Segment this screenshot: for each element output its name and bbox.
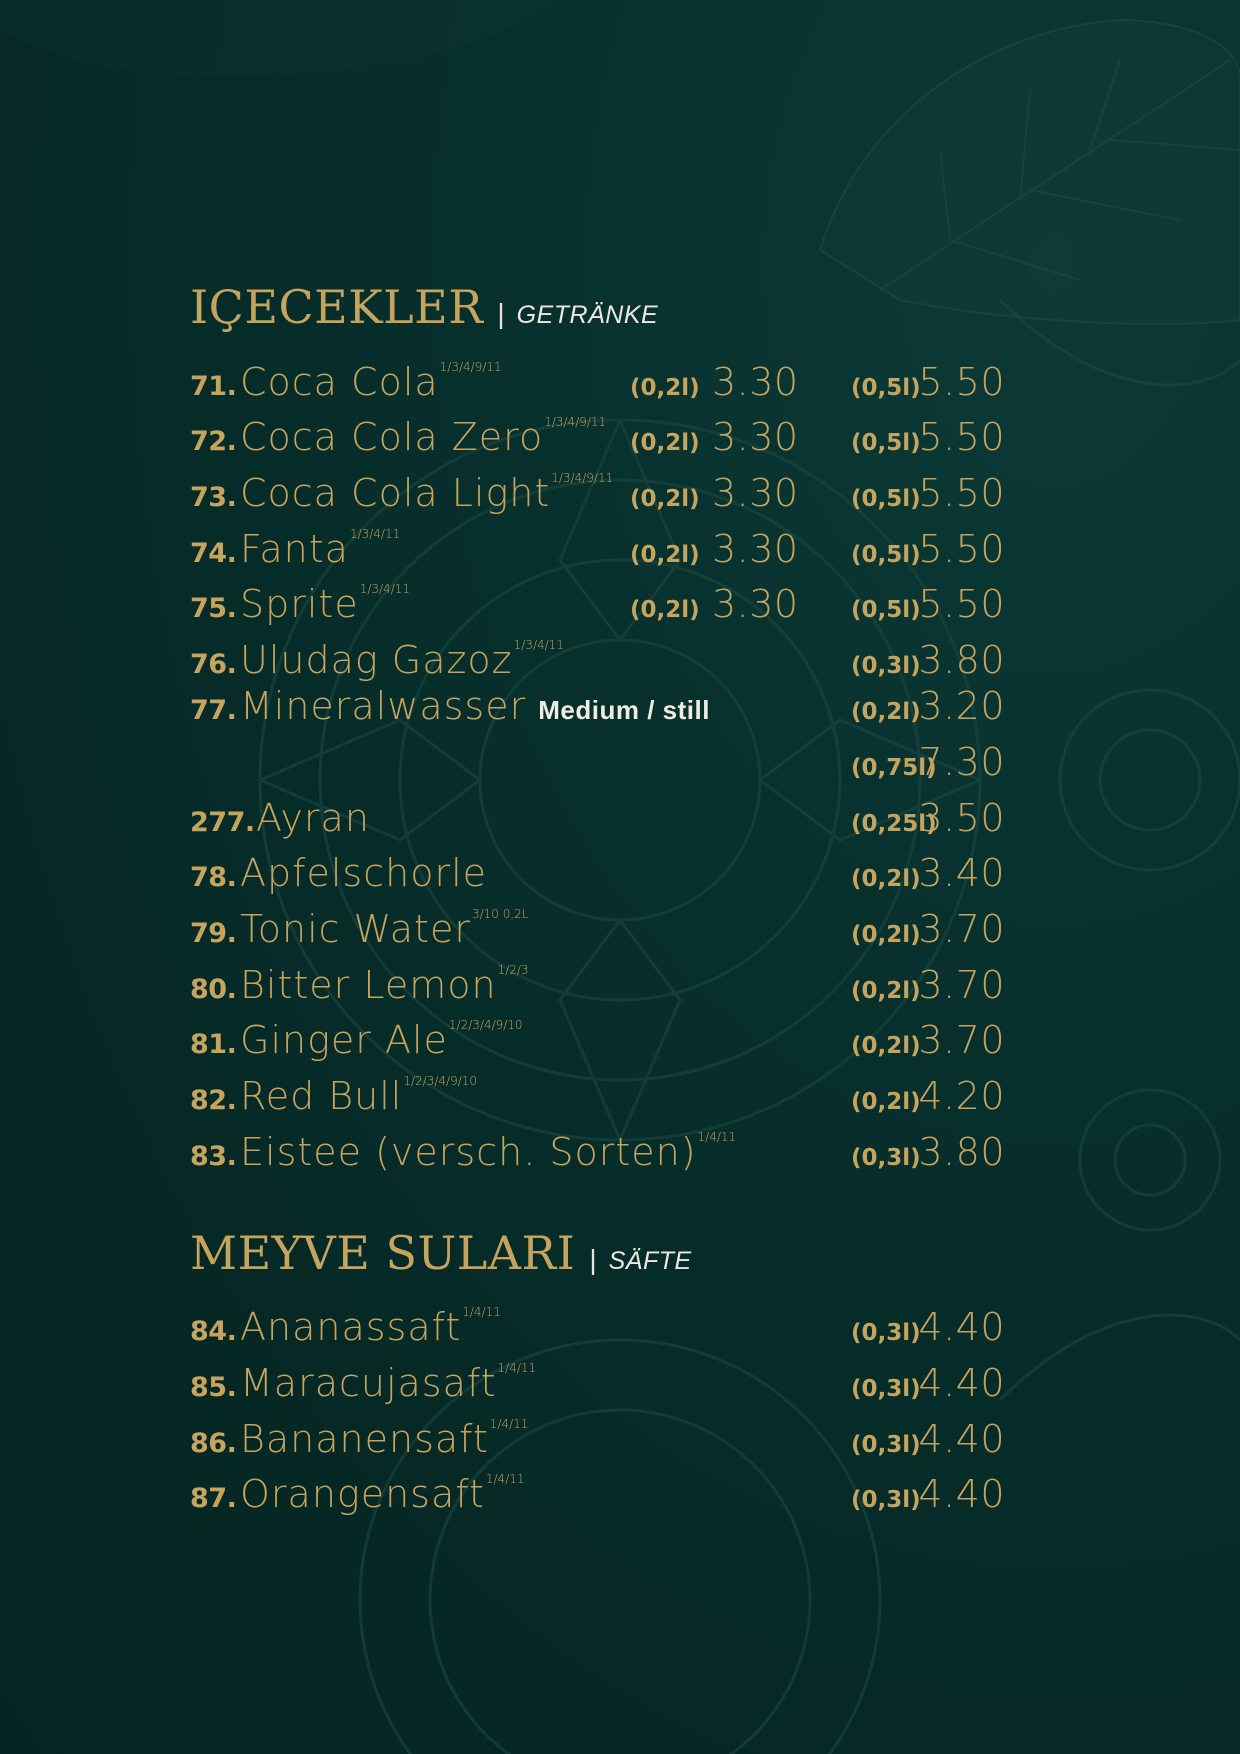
item-number: 80.	[190, 973, 237, 1005]
menu-item-row	[190, 1417, 1020, 1473]
item-name: Bitter Lemon$^{1/2/3}$	[240, 962, 529, 1007]
allergen-codes: 1/3/4/9/11	[551, 471, 614, 486]
allergen-codes: 1/3/4/9/11	[544, 415, 607, 430]
item-name: Tonic Water$^{3/10 0,2L}$	[240, 906, 529, 951]
item-name: Red Bull$^{1/2/3/4/9/10}$	[240, 1073, 478, 1118]
item-size-small: (0,2l)	[630, 374, 700, 401]
item-size: (0,3l)	[851, 1431, 921, 1458]
item-price: 4.40	[918, 1361, 1005, 1405]
item-price-large: 5.50	[918, 359, 1005, 404]
item-size: (0,75l)	[851, 754, 937, 781]
allergen-codes: 1/4/11	[462, 1305, 501, 1320]
section-title-german: GETRÄNKE	[516, 301, 659, 329]
item-size: (0,2l)	[851, 921, 921, 948]
item-price-small: 3.30	[712, 359, 799, 404]
item-note: Medium / still	[538, 695, 710, 726]
item-name: Ananassaft$^{1/4/11}$	[240, 1305, 501, 1350]
item-name: Mineralwasser Medium / still	[240, 684, 710, 729]
item-price: 3.20	[918, 684, 1005, 729]
item-number: 86.	[190, 1427, 237, 1459]
menu-item-row	[190, 527, 1020, 583]
item-price-small: 3.30	[712, 471, 799, 516]
section-header-juices	[190, 1226, 1020, 1284]
item-number: 78.	[190, 862, 237, 894]
leaf-decoration-icon	[820, 20, 1240, 324]
item-number: 74.	[190, 537, 237, 569]
item-name: Ayran	[256, 795, 370, 840]
menu-item-row	[190, 583, 1020, 639]
item-number: 77.	[190, 695, 237, 727]
item-price-large: 5.50	[918, 415, 1005, 460]
item-price: 4.40	[918, 1305, 1005, 1350]
allergen-codes: 3/10 0,2L	[471, 906, 529, 921]
menu-item-variant-row	[190, 740, 1020, 796]
item-size-small: (0,2l)	[630, 486, 700, 513]
item-number: 75.	[190, 593, 237, 625]
item-number: 82.	[190, 1084, 237, 1116]
item-price: 4.20	[918, 1073, 1005, 1118]
item-size: (0,3l)	[851, 653, 921, 680]
item-price: 3.70	[918, 962, 1005, 1007]
allergen-codes: 1/4/11	[485, 1472, 525, 1487]
allergen-codes: 1/2/3	[497, 962, 529, 977]
menu-item-row	[190, 852, 1020, 908]
allergen-codes: 1/2/3/4/9/10	[448, 1018, 523, 1033]
item-price-large: 5.50	[918, 582, 1005, 627]
section-title-turkish: MEYVE SULARI	[190, 1225, 576, 1280]
item-number: 73.	[190, 482, 237, 514]
menu-item-row	[190, 907, 1020, 963]
menu-item-row	[190, 1130, 1020, 1186]
menu-item-row	[190, 796, 1020, 852]
item-number: 83.	[190, 1140, 237, 1172]
menu-item-row	[190, 963, 1020, 1019]
item-price-large: 5.50	[918, 526, 1005, 571]
item-size: (0,2l)	[851, 1033, 921, 1060]
item-size: (0,3l)	[851, 1144, 921, 1171]
item-number: 72.	[190, 426, 237, 458]
item-name: Orangensaft$^{1/4/11}$	[240, 1472, 525, 1517]
item-number: 79.	[190, 917, 237, 949]
item-name: Maracujasaft$^{1/4/11}$	[240, 1361, 537, 1405]
item-price: 3.40	[918, 851, 1005, 896]
leaf-decoration-left-icon	[0, 0, 560, 76]
item-size-small: (0,2l)	[630, 541, 700, 568]
menu-item-row	[190, 416, 1020, 472]
menu-item-row	[190, 1306, 1020, 1362]
allergen-codes: 1/3/4/11	[359, 582, 411, 597]
item-price: 3.70	[918, 1018, 1005, 1063]
item-price: 3.70	[918, 906, 1005, 951]
item-price: 3.50	[918, 795, 1005, 840]
section-title-german: SÄFTE	[608, 1246, 692, 1275]
section-title-separator: |	[497, 298, 505, 329]
item-name: Sprite$^{1/3/4/11}$	[240, 582, 411, 627]
item-name: Apfelschorle	[240, 851, 488, 896]
item-size: (0,3l)	[851, 1376, 921, 1402]
item-number: 76.	[190, 649, 237, 681]
item-price-large: 5.50	[918, 471, 1005, 516]
item-price: 4.40	[918, 1416, 1005, 1461]
item-name: Bananensaft$^{1/4/11}$	[240, 1416, 529, 1461]
allergen-codes: 1/3/4/9/11	[439, 359, 502, 374]
item-price-small: 3.30	[712, 415, 799, 460]
item-price: 3.80	[918, 638, 1005, 683]
item-size: (0,25l)	[851, 810, 937, 837]
item-number: 277.	[190, 806, 255, 838]
item-size-large: (0,5l)	[851, 597, 921, 624]
menu-item-row	[190, 1019, 1020, 1075]
item-size-small: (0,2l)	[630, 597, 700, 624]
drinks-menu	[190, 280, 1020, 1528]
item-name: Coca Cola Zero$^{1/3/4/9/11}$	[240, 415, 607, 460]
item-size: (0,3l)	[851, 1320, 921, 1347]
item-size: (0,2l)	[851, 1088, 921, 1115]
item-size-large: (0,5l)	[851, 486, 921, 513]
item-number: 84.	[190, 1316, 237, 1348]
section-title-turkish: IÇECEKLER	[190, 280, 484, 334]
item-name: Ginger Ale$^{1/2/3/4/9/10}$	[240, 1018, 523, 1063]
allergen-codes: 1/3/4/11	[513, 638, 564, 653]
item-number: 85.	[190, 1372, 237, 1403]
menu-item-row	[190, 471, 1020, 527]
menu-item-row	[190, 684, 1020, 740]
item-name: Eistee (versch. Sorten)$^{1/4/11}$	[240, 1129, 737, 1174]
allergen-codes: 1/4/11	[497, 1361, 537, 1375]
item-price: 7.30	[918, 739, 1005, 784]
item-price-small: 3.30	[712, 526, 799, 571]
item-size-large: (0,5l)	[851, 430, 921, 457]
item-price: 4.40	[918, 1472, 1005, 1517]
item-name: Fanta$^{1/3/4/11}$	[240, 526, 401, 571]
item-price: 3.80	[918, 1129, 1005, 1174]
menu-item-row	[190, 1473, 1020, 1529]
item-size-large: (0,5l)	[851, 541, 921, 568]
item-number: 71.	[190, 370, 237, 402]
item-size-large: (0,5l)	[851, 374, 921, 401]
allergen-codes: 1/2/3/4/9/10	[403, 1073, 478, 1088]
item-size: (0,2l)	[851, 977, 921, 1004]
item-size-small: (0,2l)	[630, 430, 700, 457]
item-number: 81.	[190, 1029, 237, 1061]
item-name: Coca Cola$^{1/3/4/9/11}$	[240, 359, 502, 404]
item-number: 87.	[190, 1483, 237, 1515]
item-size: (0,3l)	[851, 1487, 921, 1514]
item-size: (0,2l)	[851, 699, 921, 726]
menu-item-row	[190, 1361, 1020, 1417]
item-price-small: 3.30	[712, 582, 799, 627]
allergen-codes: 1/4/11	[489, 1416, 529, 1431]
item-size: (0,2l)	[851, 866, 921, 893]
item-name: Coca Cola Light$^{1/3/4/9/11}$	[240, 471, 614, 516]
section-title-separator: |	[589, 1243, 597, 1275]
allergen-codes: 1/4/11	[697, 1129, 737, 1144]
menu-item-row	[190, 360, 1020, 416]
section-header-drinks	[190, 280, 1020, 338]
menu-item-row	[190, 1074, 1020, 1130]
allergen-codes: 1/3/4/11	[349, 526, 401, 541]
item-name: Uludag Gazoz$^{1/3/4/11}$	[240, 638, 564, 683]
